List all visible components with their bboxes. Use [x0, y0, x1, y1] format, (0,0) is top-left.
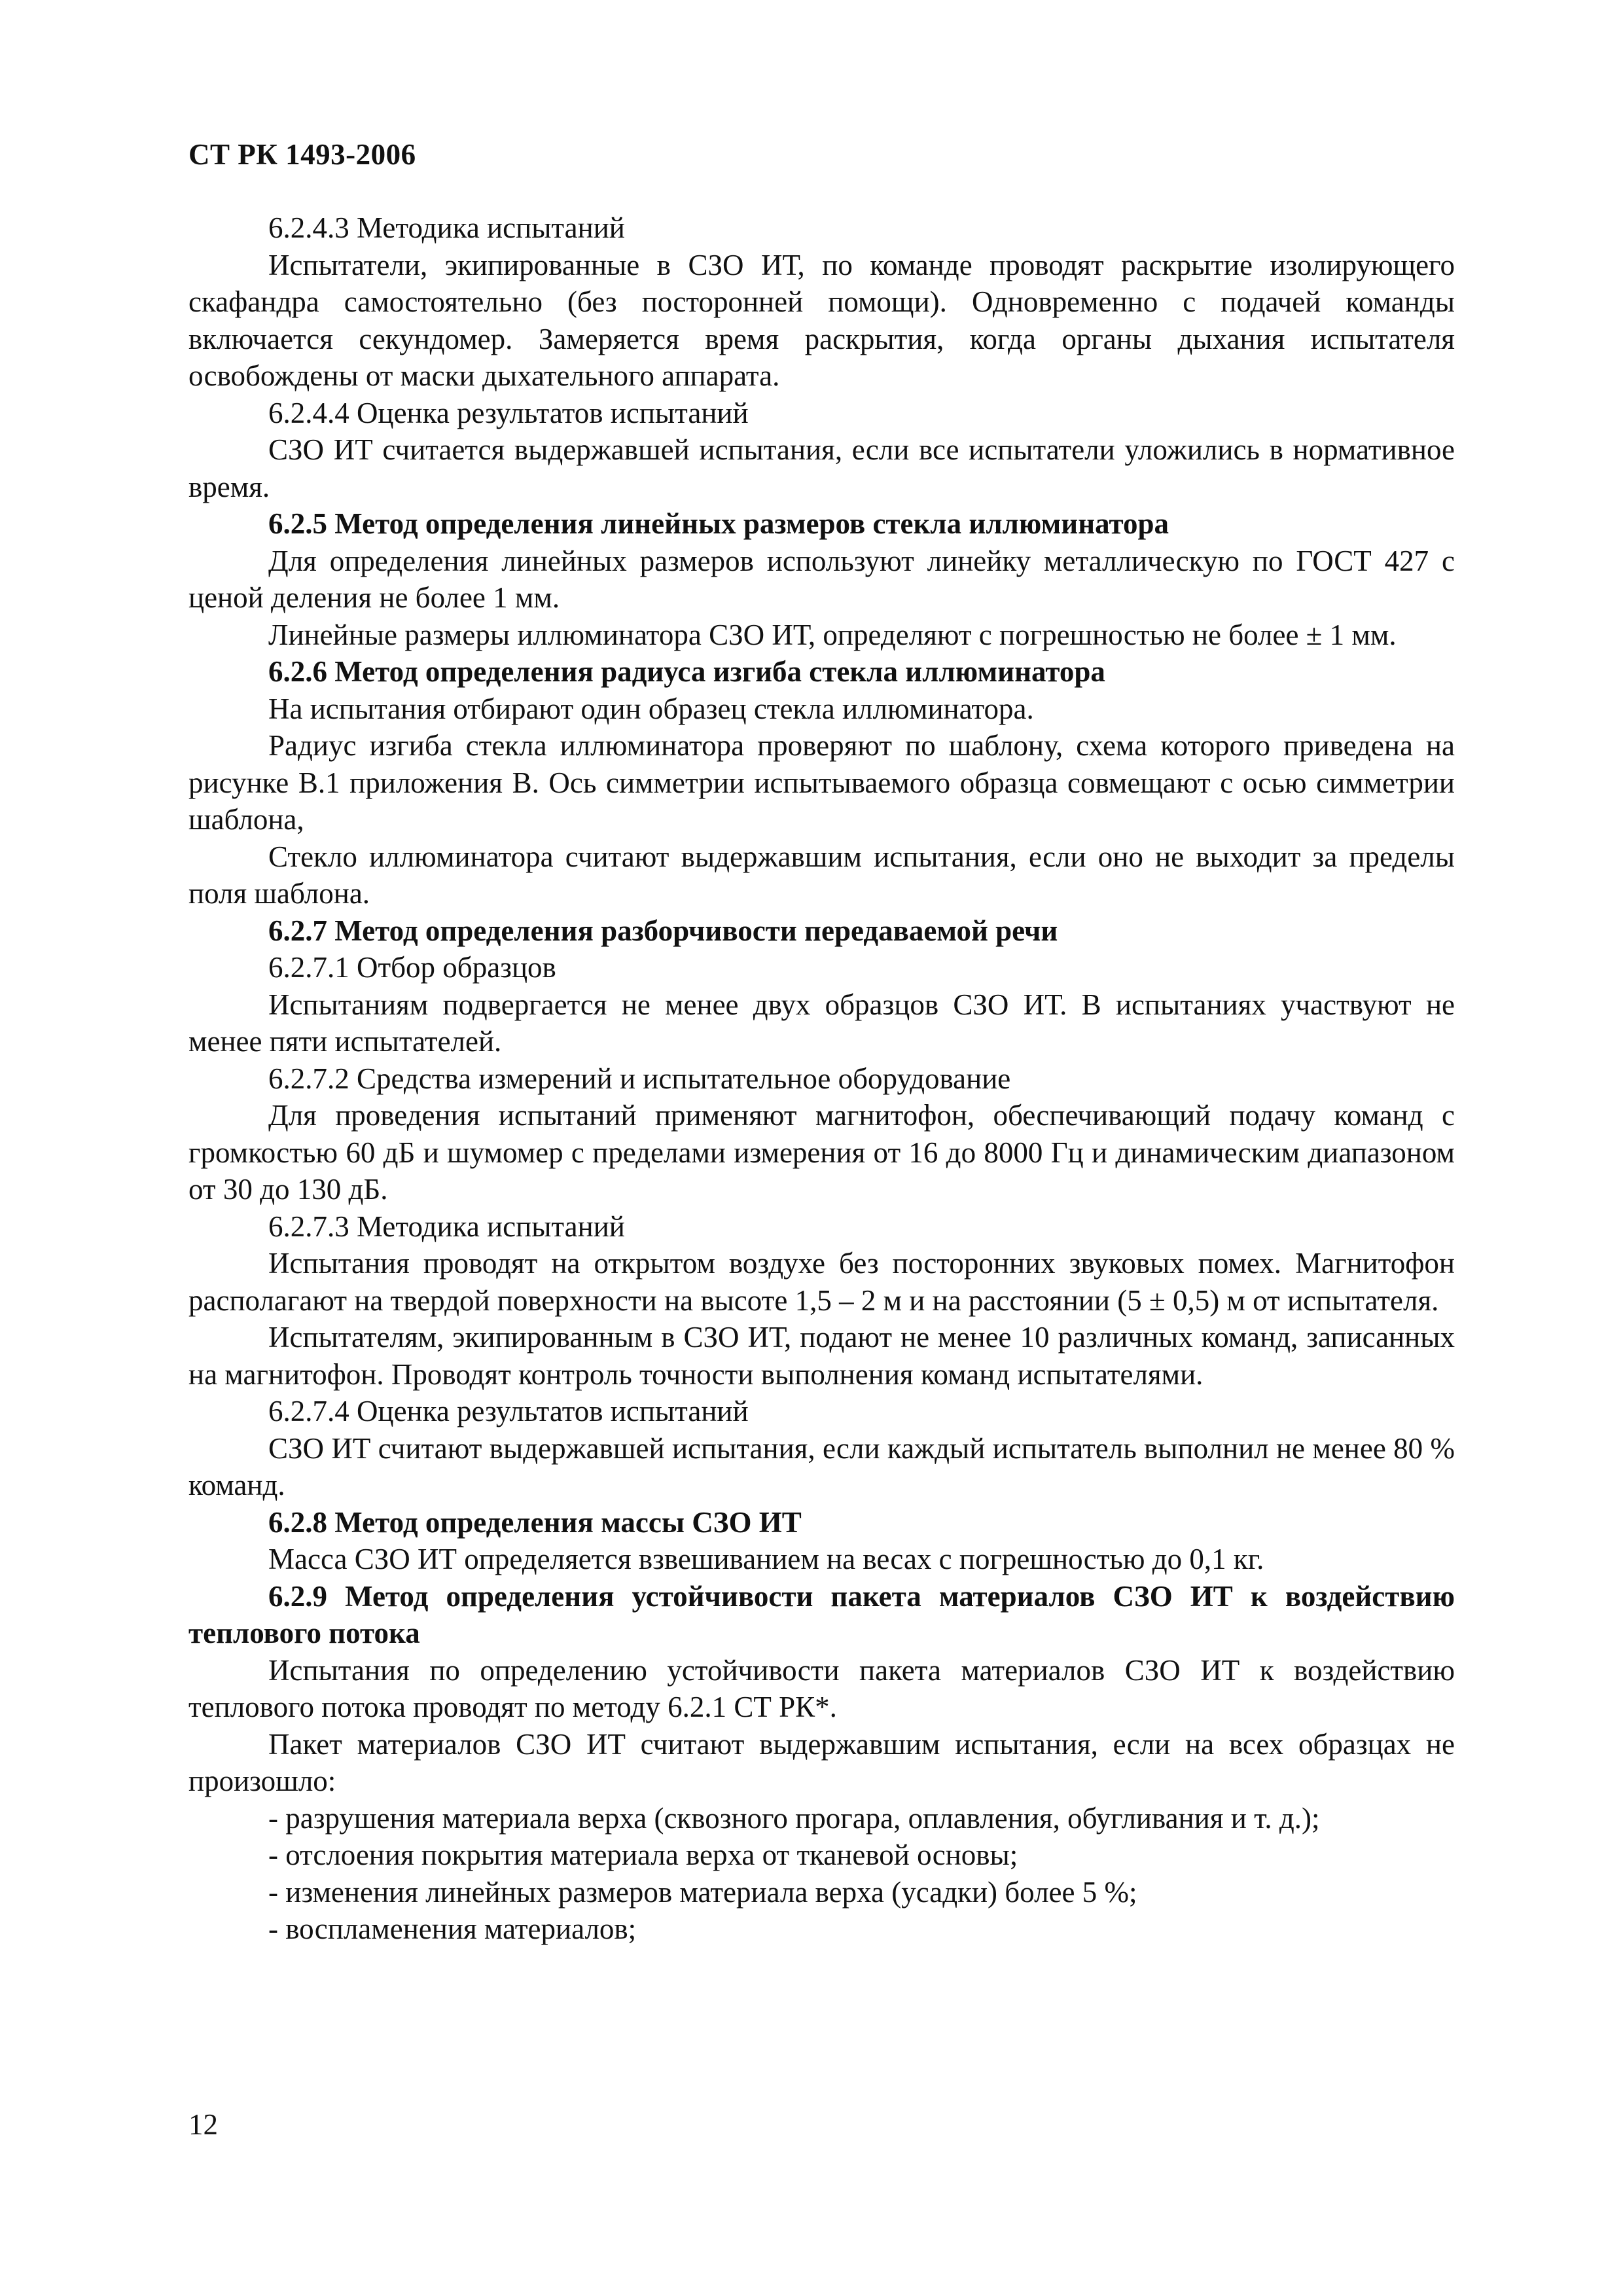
paragraph-6-2-4-3-heading: 6.2.4.3 Методика испытаний — [268, 211, 625, 244]
paragraph-6-2-7-2-heading: 6.2.7.2 Средства измерений и испытательное оборудование — [268, 1062, 1011, 1095]
page-number: 12 — [188, 2108, 218, 2141]
paragraph-6-2-7-1-heading: 6.2.7.1 Отбор образцов — [268, 951, 556, 984]
section-heading-6-2-6: 6.2.6 Метод определения радиуса изгиба стекла иллюминатора — [268, 655, 1105, 688]
section-heading-6-2-7: 6.2.7 Метод определения разборчивости передаваемой речи — [268, 914, 1058, 947]
paragraph: Стекло иллюминатора считают выдержавшим испытания, если оно не выходит за пределы поля шаблона. — [188, 840, 1455, 910]
paragraph: Линейные размеры иллюминатора СЗО ИТ, определяют с погрешностью не более ± 1 мм. — [268, 618, 1397, 651]
paragraph: Радиус изгиба стекла иллюминатора проверяют по шаблону, схема которого приведена на рисунке В.1 приложения В. Ось симметрии испытываемого образца совмещают с осью симметрии шаблона, — [188, 729, 1455, 836]
list-item: - воспламенения материалов; — [268, 1912, 637, 1945]
paragraph-6-2-4-4-heading: 6.2.4.4 Оценка результатов испытаний — [268, 396, 749, 429]
paragraph: Для определения линейных размеров используют линейку металлическую по ГОСТ 427 с ценой деления не более 1 мм. — [188, 544, 1455, 614]
paragraph: СЗО ИТ считают выдержавшей испытания, если каждый испытатель выполнил не менее 80 % команд. — [188, 1431, 1455, 1501]
paragraph: Испытателям, экипированным в СЗО ИТ, подают не менее 10 различных команд, записанных на магнитофон. Проводят контроль точности выполнения команд испытателями. — [188, 1321, 1455, 1391]
document-body — [188, 209, 1455, 1948]
paragraph: Испытаниям подвергается не менее двух образцов СЗО ИТ. В испытаниях участвуют не менее пяти испытателей. — [188, 988, 1455, 1058]
paragraph-6-2-7-3-heading: 6.2.7.3 Методика испытаний — [268, 1210, 625, 1243]
section-heading-6-2-5: 6.2.5 Метод определения линейных размеров стекла иллюминатора — [268, 507, 1169, 540]
paragraph: Пакет материалов СЗО ИТ считают выдержавшим испытания, если на всех образцах не произошло: — [188, 1727, 1455, 1797]
paragraph: Для проведения испытаний применяют магнитофон, обеспечивающий подачу команд с громкостью 60 дБ и шумомер с пределами измерения от 16 до 8000 Гц и динамическим диапазоном от 30 до 130 дБ. — [188, 1099, 1455, 1206]
section-heading-6-2-9: 6.2.9 Метод определения устойчивости пакета материалов СЗО ИТ к воздействию теплового потока — [188, 1579, 1455, 1649]
list-item: - изменения линейных размеров материала верха (усадки) более 5 %; — [268, 1875, 1137, 1909]
paragraph: Испытания по определению устойчивости пакета материалов СЗО ИТ к воздействию теплового потока проводят по методу 6.2.1 СТ РК*. — [188, 1653, 1455, 1723]
paragraph: На испытания отбирают один образец стекла иллюминатора. — [268, 692, 1034, 725]
document-header: СТ РК 1493-2006 — [188, 138, 416, 171]
section-heading-6-2-8: 6.2.8 Метод определения массы СЗО ИТ — [268, 1505, 802, 1539]
paragraph: СЗО ИТ считается выдержавшей испытания, если все испытатели уложились в нормативное время. — [188, 433, 1455, 503]
paragraph: Испытатели, экипированные в СЗО ИТ, по команде проводят раскрытие изолирующего скафандра самостоятельно (без посторонней помощи). Одновременно с подачей команды включается секундомер. Замеряется время раскрытия, когда органы дыхания испытателя освобождены от маски дыхательного аппарата. — [188, 248, 1455, 392]
paragraph: Испытания проводят на открытом воздухе без посторонних звуковых помех. Магнитофон располагают на твердой поверхности на высоте 1,5 – 2 м и на расстоянии (5 ± 0,5) м от испытателя. — [188, 1247, 1455, 1317]
paragraph-6-2-7-4-heading: 6.2.7.4 Оценка результатов испытаний — [268, 1395, 749, 1427]
list-item: - отслоения покрытия материала верха от тканевой основы; — [268, 1839, 1018, 1871]
list-item: - разрушения материала верха (сквозного прогара, оплавления, обугливания и т. д.); — [268, 1801, 1320, 1835]
paragraph: Масса СЗО ИТ определяется взвешиванием на весах с погрешностью до 0,1 кг. — [268, 1543, 1264, 1575]
